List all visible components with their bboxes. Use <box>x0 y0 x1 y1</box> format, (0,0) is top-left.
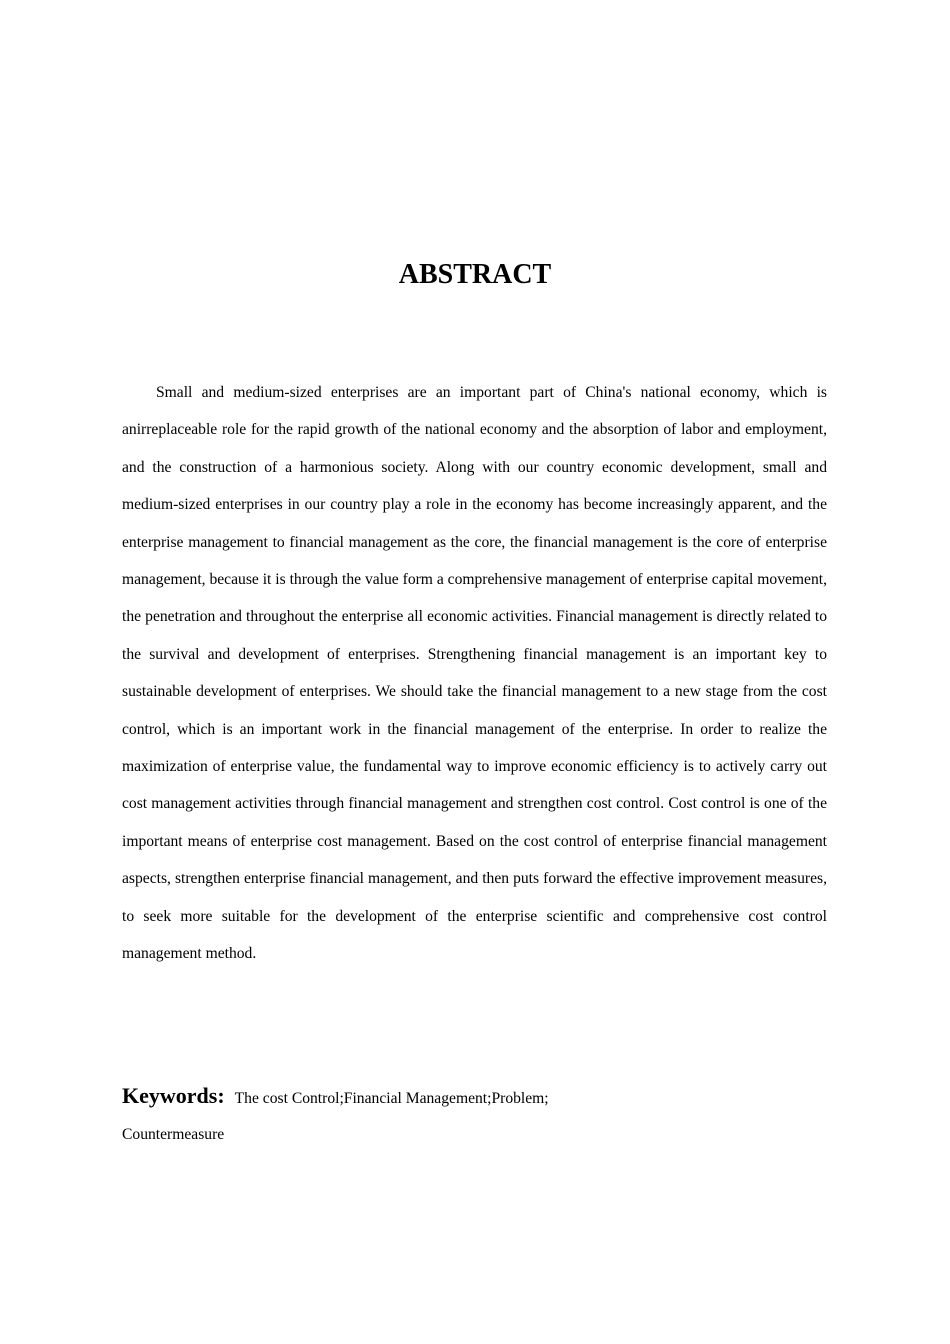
abstract-body: Small and medium-sized enterprises are an important part of China's national economy, which is anirreplaceable role for the rapid growth of the national economy and the absorption of labor and employment, and the construction of a harmonious society. Along with our country economic development, small and medium-sized enterprises in our country play a role in the economy has become increasingly apparent, and the enterprise management to financial management as the core, the financial management is the core of enterprise management, because it is through the value form a comprehensive management of enterprise capital movement, the penetration and throughout the enterprise all economic activities. Financial management is directly related to the survival and development of enterprises. Strengthening financial management is an important key to sustainable development of enterprises. We should take the financial management to a new stage from the cost control, which is an important work in the financial management of the enterprise. In order to realize the maximization of enterprise value, the fundamental way to improve economic efficiency is to actively carry out cost management activities through financial management and strengthen cost control. Cost control is one of the important means of enterprise cost management. Based on the cost control of enterprise financial management aspects, strengthen enterprise financial management, and then puts forward the effective improvement measures, to seek more suitable for the development of the enterprise scientific and comprehensive cost control management method. <box>122 384 827 963</box>
keywords-line-2: Countermeasure <box>122 1126 225 1143</box>
keywords-label: Keywords: <box>122 1083 225 1108</box>
abstract-title: ABSTRACT <box>398 259 552 290</box>
keywords-section <box>122 1078 827 1153</box>
keywords-text-1: The cost Control;Financial Management;Problem; <box>234 1090 549 1107</box>
keywords-line-1 <box>122 1078 827 1117</box>
